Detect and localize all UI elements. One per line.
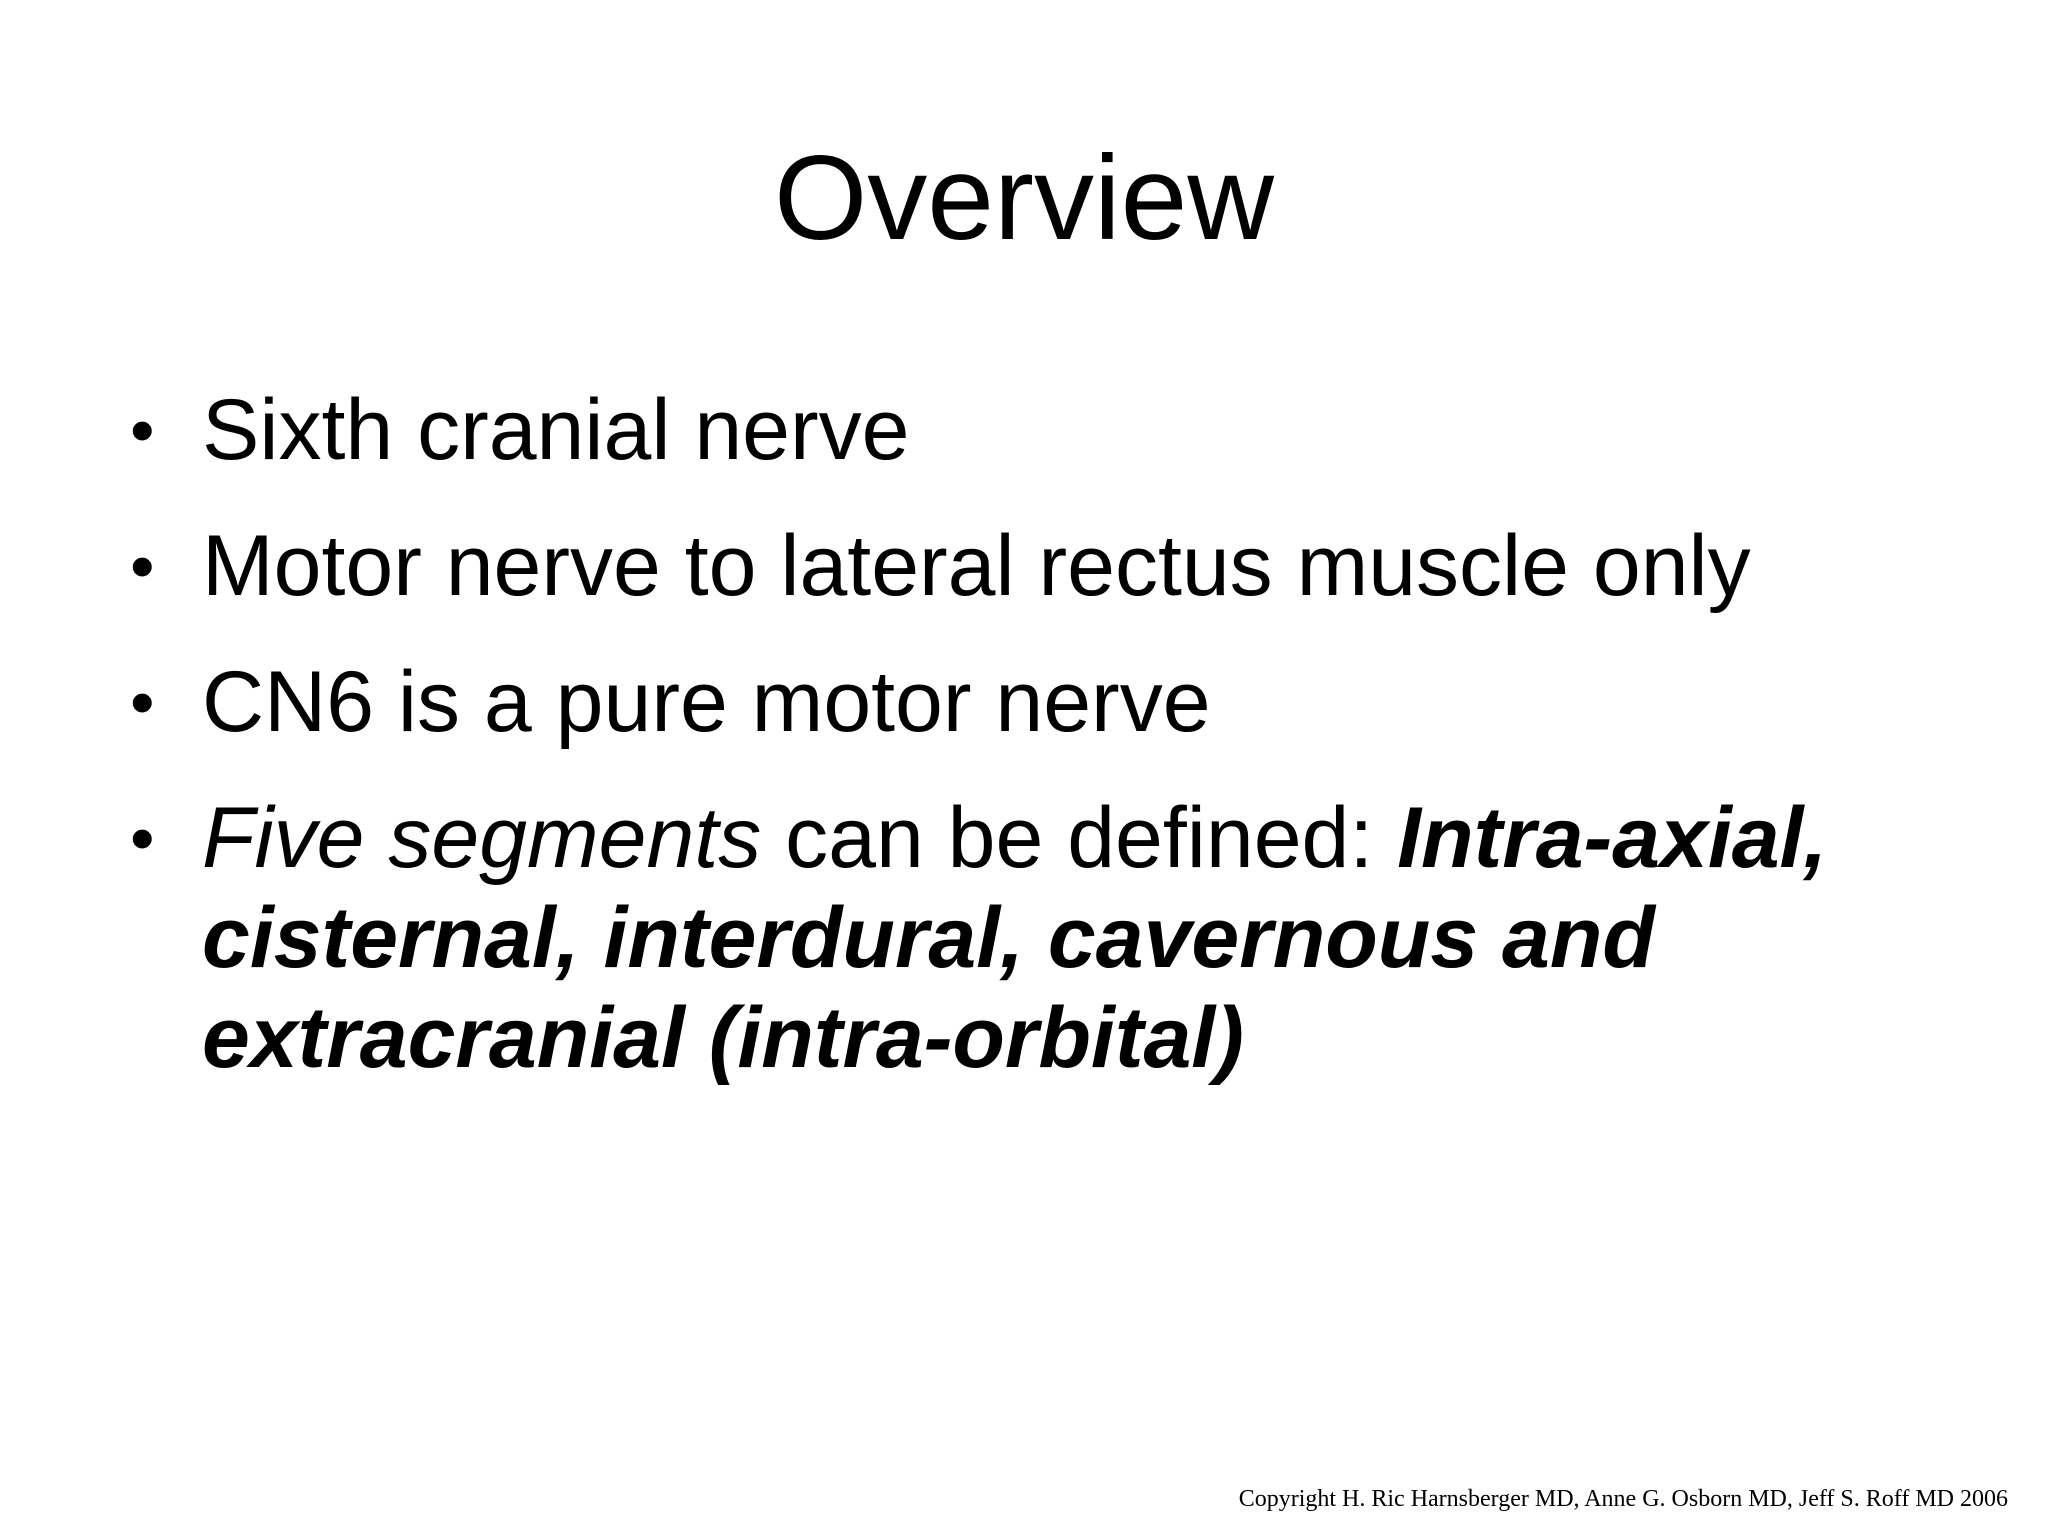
slide-title: Overview [773, 131, 1275, 265]
bullet-text-bold-italic: Intra-axial, cisternal, interdural, cavernous and extracranial (intra-orbital) [202, 790, 1828, 1086]
bullet-item [122, 652, 1992, 752]
bullet-text: Motor nerve to lateral rectus muscle only [202, 518, 1751, 614]
bullet-item [122, 788, 1992, 1088]
bullet-icon: • [130, 527, 155, 605]
bullet-text: Sixth cranial nerve [202, 382, 910, 478]
bullet-text [202, 790, 1827, 1086]
bullet-text: CN6 is a pure motor nerve [202, 654, 1211, 750]
copyright-notice: Copyright H. Ric Harnsberger MD, Anne G. Osborn MD, Jeff S. Roff MD 2006 [1238, 1486, 2008, 1512]
bullet-icon: • [130, 663, 155, 741]
bullet-icon: • [130, 799, 155, 877]
bullet-text-italic: Five segments [202, 790, 762, 886]
bullet-item [122, 516, 1992, 616]
bullet-item [122, 380, 1992, 480]
bullet-icon: • [130, 391, 155, 469]
bullet-list [122, 380, 1992, 1124]
bullet-text-normal: can be defined: [761, 790, 1398, 886]
